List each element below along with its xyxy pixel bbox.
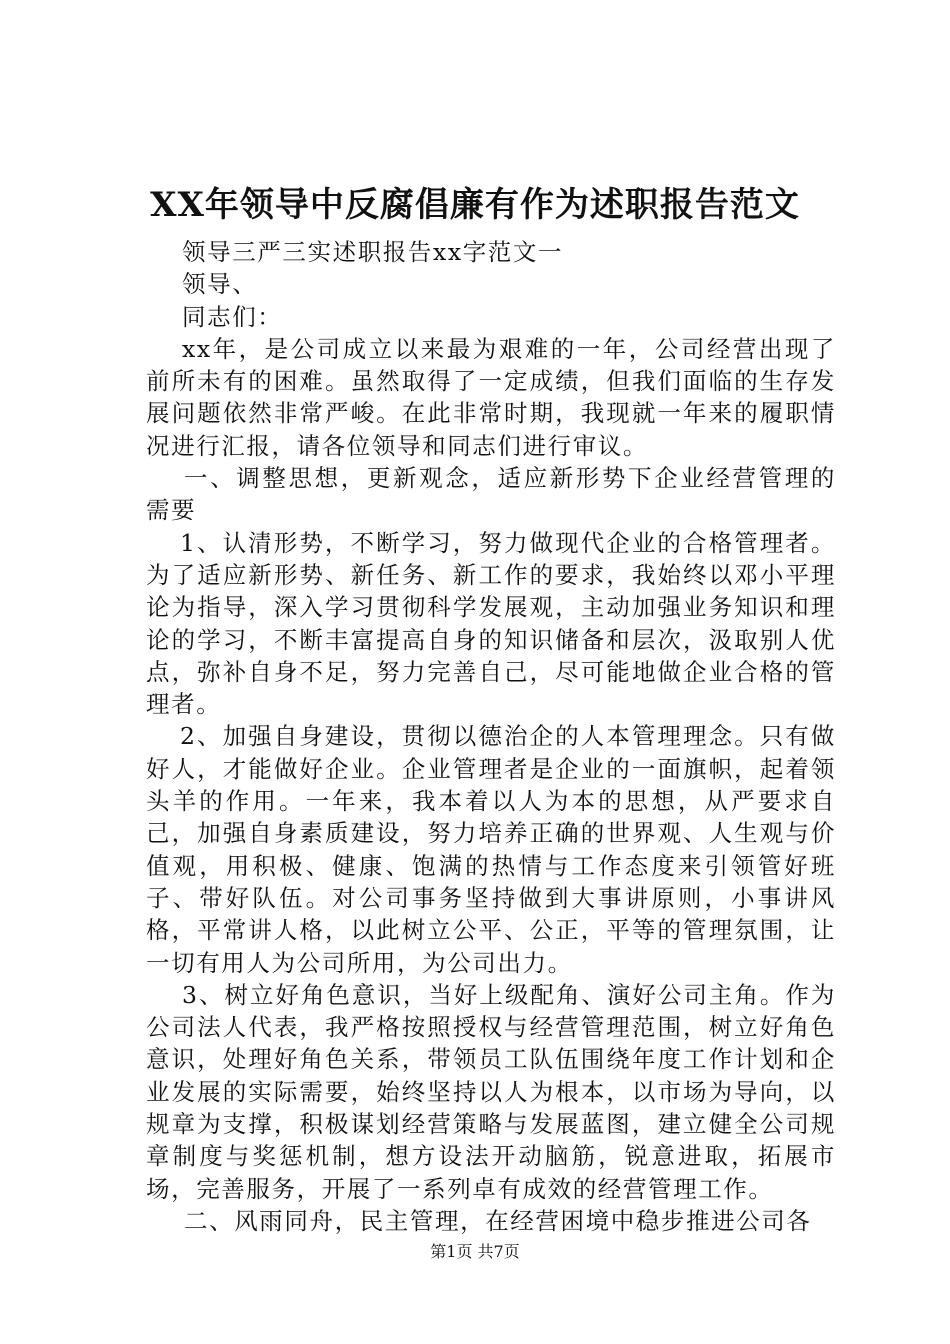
paragraph-item-2: 2、加强自身建设，贯彻以德治企的人本管理理念。只有做好人，才能做好企业。企业管理者是企业的一面旗帜，起着领头羊的作用。一年来，我本着以人为本的思想，从严要求自己，加强自身素质建设，努力培养正确的世界观、人生观与价值观，用积极、健康、饱满的热情与工作态度来引领管好班子、带好队伍。对公司事务坚持做到大事讲原则，小事讲风格，平常讲人格，以此树立公平、公正，平等的管理氛围，让一切有用人为公司所用，为公司出力。: [146, 722, 836, 977]
paragraph-item-3: 3、树立好角色意识，当好上级配角、演好公司主角。作为公司法人代表，我严格按照授权与经营管理范围，树立好角色意识，处理好角色关系，带领员工队伍围绕年度工作计划和企业发展的实际需要，始终坚持以人为根本，以市场为导向，以规章为支撑，积极谋划经营策略与发展蓝图，建立健全公司规章制度与奖惩机制，想方设法开动脑筋，锐意进取，拓展市场，完善服务，开展了一系列卓有成效的经营管理工作。: [146, 980, 836, 1203]
section-heading-1: 一、调整思想，更新观念，适应新形势下企业经营管理的需要: [146, 464, 836, 525]
document-title: XX年领导中反腐倡廉有作为述职报告范文: [150, 185, 800, 225]
page-footer: 第1页 共7页: [430, 1242, 520, 1261]
paragraph-item-1: 1、认清形势，不断学习，努力做现代企业的合格管理者。为了适应新形势、新任务、新工作的要求，我始终以邓小平理论为指导，深入学习贯彻科学发展观，主动加强业务知识和理论的学习，不断丰富提高自身的知识储备和层次，汲取别人优点，弥补自身不足，努力完善自己，尽可能地做企业合格的管理者。: [146, 528, 836, 719]
paragraph-subtitle: 领导三严三实述职报告xx字范文一: [182, 238, 564, 266]
paragraph-salutation-comrades: 同志们：: [182, 302, 283, 331]
paragraph-salutation-leaders: 领导、: [182, 270, 258, 299]
document-body: [146, 236, 836, 1237]
paragraph-intro: xx年，是公司成立以来最为艰难的一年，公司经营出现了前所未有的困难。虽然取得了一定成绩，但我们面临的生存发展问题依然非常严峻。在此非常时期，我现就一年来的履职情况进行汇报，请各位领导和同志们进行审议。: [146, 334, 836, 460]
section-heading-2: 二、风雨同舟，民主管理，在经营困境中稳步推进公司各: [184, 1206, 812, 1235]
